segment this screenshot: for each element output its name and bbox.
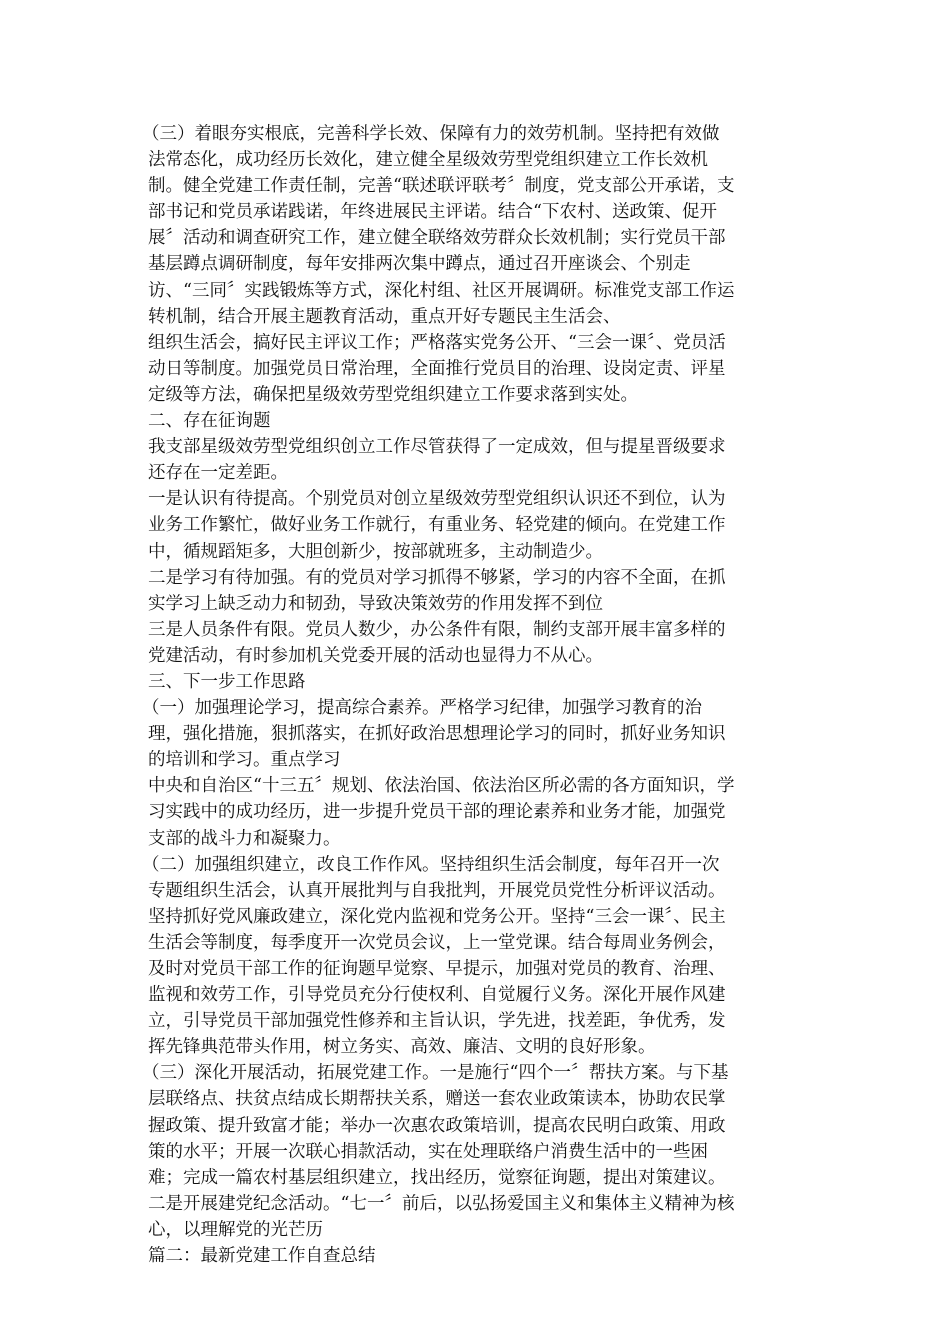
text-line: 还存在一定差距。 xyxy=(148,463,288,484)
text-line: 握政策、提升致富才能；举办一次惠农政策培训，提高农民明白政策、用政 xyxy=(148,1115,726,1136)
text-line: 二是学习有待加强。有的党员对学习抓得不够紧，学习的内容不全面，在抓 xyxy=(148,567,726,588)
text-line: 层联络点、扶贫点结成长期帮扶关系，赠送一套农业政策读本，协助农民掌 xyxy=(148,1089,726,1110)
text-line: 中央和自治区“十三五〞规划、依法治国、依法治区所必需的各方面知识，学 xyxy=(148,776,735,797)
text-line: 支部的战斗力和凝聚力。 xyxy=(148,828,341,849)
text-line: 组织生活会，搞好民主评议工作；严格落实党务公开、“三会一课〞、党员活 xyxy=(148,332,726,353)
document-body xyxy=(142,121,808,1269)
text-line: 立，引导党员干部加强党性修养和主旨认识，学先进，找差距，争优秀，发 xyxy=(148,1011,726,1032)
text-line: 监视和效劳工作，引导党员充分行使权利、自觉履行义务。深化开展作风建 xyxy=(148,985,726,1006)
text-line: 的培训和学习。重点学习 xyxy=(148,750,341,771)
text-line: 及时对党员干部工作的征询题早觉察、早提示，加强对党员的教育、治理、 xyxy=(148,959,726,979)
text-line: 理，强化措施，狠抓落实，在抓好政治思想理论学习的同时，抓好业务知识 xyxy=(148,724,726,745)
text-line: 法常态化，成功经历长效化，建立健全星级效劳型党组织建立工作长效机 xyxy=(148,150,708,171)
text-line: 一是认识有待提高。个别党员对创立星级效劳型党组织认识还不到位，认为 xyxy=(148,489,726,510)
text-line: 坚持抓好党风廉政建立，深化党内监视和党务公开。坚持“三会一课〞、民主 xyxy=(148,906,726,927)
text-line: （一）加强理论学习，提高综合素养。严格学习纪律，加强学习教育的治 xyxy=(142,698,702,719)
text-line: 业务工作繁忙，做好业务工作就行，有重业务、轻党建的倾向。在党建工作 xyxy=(148,515,726,536)
text-line: 策的水平；开展一次联心捐款活动，实在处理联络户消费生活中的一些困 xyxy=(148,1141,708,1162)
text-line: 习实践中的成功经历，进一步提升党员干部的理论素养和业务才能，加强党 xyxy=(148,802,726,823)
text-line: 制。健全党建工作责任制，完善“联述联评联考〞制度，党支部公开承诺，支 xyxy=(148,176,735,197)
text-line: 生活会等制度，每季度开一次党员会议，上一堂党课。结合每周业务例会， xyxy=(148,932,726,953)
text-line: 心，以理解党的光芒历 xyxy=(148,1219,323,1240)
text-line: 我支部星级效劳型党组织创立工作尽管获得了一定成效，但与提星晋级要求 xyxy=(148,437,726,458)
text-line: 党建活动，有时参加机关党委开展的活动也显得力不从心。 xyxy=(148,645,603,666)
section-heading: 篇二：最新党建工作自查总结 xyxy=(148,1246,376,1267)
text-line: 定级等方法，确保把星级效劳型党组织建立工作要求落到实处。 xyxy=(148,384,638,405)
text-line: （三）着眼夯实根底，完善科学长效、保障有力的效劳机制。坚持把有效做 xyxy=(142,124,720,144)
section-heading: 二、存在征询题 xyxy=(148,411,271,432)
text-line: 专题组织生活会，认真开展批判与自我批判，开展党员党性分析评议活动。 xyxy=(148,880,726,901)
text-line: 难；完成一篇农村基层组织建立，找出经历，觉察征询题，提出对策建议。 xyxy=(148,1167,726,1188)
text-line: 转机制，结合开展主题教育活动，重点开好专题民主生活会、 xyxy=(148,306,621,327)
text-line: 挥先锋典范带头作用，树立务实、高效、廉洁、文明的良好形象。 xyxy=(148,1037,656,1058)
text-line: 实学习上缺乏动力和韧劲，导致决策效劳的作用发挥不到位 xyxy=(148,593,603,614)
text-line: 基层蹲点调研制度，每年安排两次集中蹲点，通过召开座谈会、个别走 xyxy=(148,254,691,275)
text-line: 访、“三同〞实践锻炼等方式，深化村组、社区开展调研。标准党支部工作运 xyxy=(148,280,735,301)
text-line: （三）深化开展活动，拓展党建工作。一是施行“四个一〞帮扶方案。与下基 xyxy=(142,1063,729,1084)
text-line: 中，循规蹈矩多，大胆创新少，按部就班多，主动制造少。 xyxy=(148,541,603,562)
text-line: 三是人员条件有限。党员人数少，办公条件有限，制约支部开展丰富多样的 xyxy=(148,619,726,640)
text-line: （二）加强组织建立，改良工作作风。坚持组织生活会制度，每年召开一次 xyxy=(142,854,720,875)
text-line: 展〞活动和调查研究工作，建立健全联络效劳群众长效机制；实行党员干部 xyxy=(148,228,726,249)
text-line: 动日等制度。加强党员日常治理，全面推行党员目的治理、设岗定责、评星 xyxy=(148,358,726,379)
text-line: 部书记和党员承诺践诺，年终进展民主评诺。结合“下农村、送政策、促开 xyxy=(148,202,717,223)
section-heading: 三、下一步工作思路 xyxy=(148,671,306,692)
text-line: 二是开展建党纪念活动。“七一〞前后，以弘扬爱国主义和集体主义精神为核 xyxy=(148,1193,735,1214)
